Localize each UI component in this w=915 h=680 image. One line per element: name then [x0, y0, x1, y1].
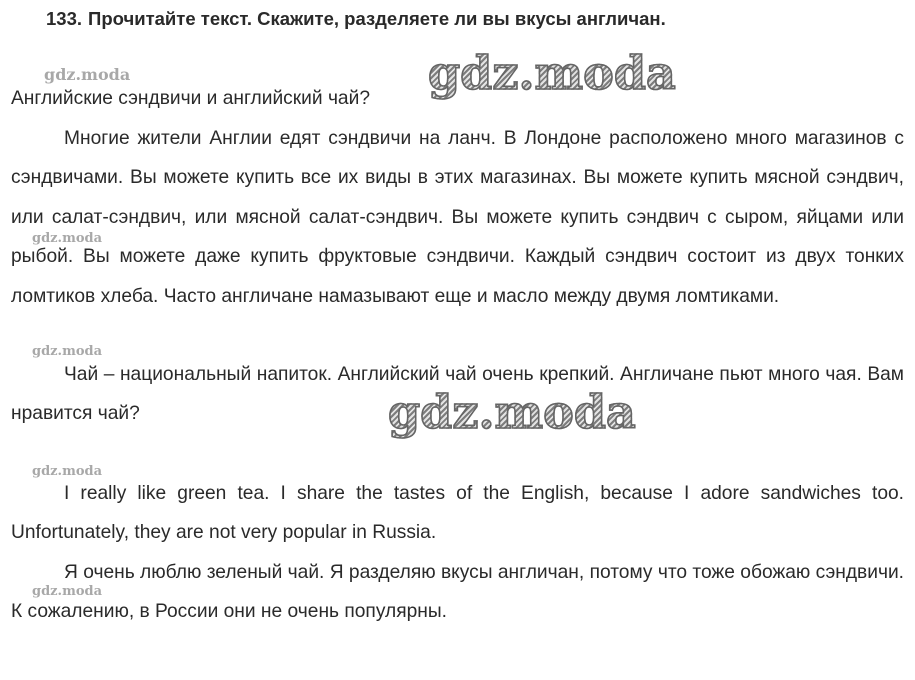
exercise-heading [46, 8, 666, 30]
paragraph-tea: Чай – национальный напиток. Английский чай очень крепкий. Англичане пьют много чая. Вам нравится чай? [11, 364, 904, 425]
answer-russian: Я очень люблю зеленый чай. Я разделяю вкусы англичан, потому что тоже обожаю сэндвичи. К сожалению, в России они не очень популярны. [11, 562, 904, 623]
watermark-small: gdz.moda [32, 584, 103, 599]
answer-english: I really like green tea. I share the tastes of the English, because I adore sandwiches too. Unfortunately, they are not very popular in Russia. [11, 483, 904, 544]
watermark-small: gdz.moda [44, 65, 131, 84]
watermark-small: gdz.moda [32, 231, 103, 246]
watermark-large: gdz.moda [388, 385, 636, 439]
watermark-small: gdz.moda [32, 344, 103, 359]
text-title: Английские сэндвичи и английский чай? [11, 88, 370, 109]
watermark-small: gdz.moda [32, 464, 103, 479]
exercise-instruction: Прочитайте текст. Скажите, разделяете ли вы вкусы англичан. [88, 8, 666, 29]
paragraph-sandwiches: Многие жители Англии едят сэндвичи на ланч. В Лондоне расположено много магазинов с сэндвичами. Вы можете купить все их виды в этих магазинах. Вы можете купить мясной сэндвич, или салат-сэндвич, или мясной салат-сэндвич. Вы можете купить сэндвич с сыром, яйцами или рыбой. Вы можете даже купить фруктовые сэндвичи. Каждый сэндвич состоит из двух тонких ломтиков хлеба. Часто англичане намазывают еще и масло между двумя ломтиками. [11, 128, 904, 307]
watermark-large: gdz.moda [428, 46, 676, 100]
exercise-number: 133. [46, 8, 83, 29]
